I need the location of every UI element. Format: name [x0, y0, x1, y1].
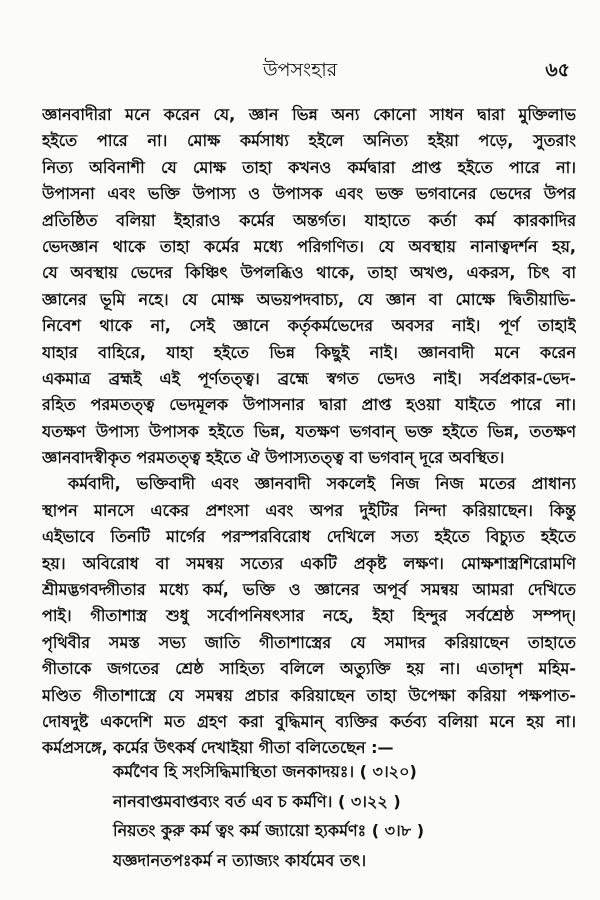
text-line: যাহার বাহিরে, যাহা হইতে ভিন্ন কিছুই নাই। জ্ঞানবাদী মনে করেন	[42, 342, 576, 362]
text-line: স্থাপন মানসে একের প্রশংসা এবং অপর দুইটির নিন্দা করিয়াছেন। কিন্তু	[42, 500, 576, 520]
verse-line: নানবাপ্তমবাপ্তব্যং বর্ত এব চ কর্মণি। ( ৩।২২ )	[113, 791, 401, 811]
text-line: শ্রীমদ্ভগবদ্গীতার মধ্যে কর্ম, ভক্তি ও জ্ঞানের অপূর্ব সমন্বয় আমরা দেখিতে	[42, 580, 576, 600]
text-line: মণ্ডিত গীতাশাস্ত্রে যে সমন্বয় প্রচার করিয়াছেন তাহা উপেক্ষা করিয়া পক্ষপাত-	[42, 685, 576, 705]
text-line: জ্ঞানবাদীরা মনে করেন যে, জ্ঞান ভিন্ন অন্য কোনো সাধন দ্বারা মুক্তিলাভ	[42, 105, 576, 124]
text-line: রহিত পরমতত্ত্ব ভেদমূলক উপাসনার দ্বারা প্রাপ্ত হওয়া যাইতে পারে না।	[42, 395, 576, 415]
text-line: পাই। গীতাশাস্ত্র শুধু সর্বোপনিষৎসার নহে, ইহা হিন্দুর সর্বশ্রেষ্ঠ সম্পদ্।	[42, 606, 576, 626]
text-line: দোষদুষ্ট একদেশি মত গ্রহণ করা বুদ্ধিমান্ ব্যক্তির কর্তব্য বলিয়া মনে হয় না।	[42, 711, 576, 731]
verse-line: যজ্ঞদানতপঃকর্ম ন ত্যাজ্যং কার্যমেব তৎ।	[113, 850, 367, 870]
text-line: নিবেশ থাকে না, সেই জ্ঞানে কর্তৃকর্মভেদের অবসর নাই। পূর্ণ তাহাই	[42, 316, 576, 336]
text-line: জ্ঞানের ভূমি নহে। যে মোক্ষ অভয়পদবাচ্য, যে জ্ঞান বা মোক্ষে দ্বিতীয়াভি-	[42, 289, 576, 309]
text-line: যতক্ষণ উপাস্য উপাসক হইতে ভিন্ন, যতক্ষণ ভগবান্ ভক্ত হইতে ভিন্ন, ততক্ষণ	[42, 421, 576, 441]
text-line: হইতে পারে না। মোক্ষ কর্মসাধ্য হইলে অনিত্য হইয়া পড়ে, সুতরাং	[42, 131, 576, 151]
text-line: কর্মবাদী, ভক্তিবাদী এবং জ্ঞানবাদী সকলেই নিজ নিজ মতের প্রাধান্য	[68, 474, 576, 494]
verse-line: কর্মণৈব হি সংসিদ্ধিমাস্থিতা জনকাদয়ঃ। ( ৩।২০)	[113, 762, 417, 781]
text-line: উপাসনা এবং ভক্তি উপাস্য ও উপাসক এবং ভক্ত ভগবানের ভেদের উপর	[42, 184, 576, 204]
running-title: উপসংহার	[262, 59, 338, 81]
text-line: কর্মপ্রসঙ্গে, কর্মের উৎকর্ষ দেখাইয়া গীতা বলিতেছেন :—	[42, 738, 394, 758]
page-number: ৬৫	[545, 59, 570, 81]
body-text	[42, 102, 576, 762]
text-line: প্রতিষ্ঠিত বলিয়া ইহারাও কর্মের অন্তর্গত। যাহাতে কর্তা কর্ম কারকাদির	[42, 210, 576, 230]
text-line: একমাত্র ব্রহ্মই এই পূর্ণতত্ত্ব। ব্রহ্মে স্বগত ভেদও নাই। সর্বপ্রকার-ভেদ-	[42, 368, 576, 388]
text-line: পৃথিবীর সমস্ত সভ্য জাতি গীতাশাস্ত্রের যে সমাদর করিয়াছেন তাহাতে	[42, 632, 576, 652]
text-line: হয়। অবিরোধ বা সমন্বয় সত্যের একটি প্রকৃষ্ট লক্ষণ। মোক্ষশাস্ত্রশিরোমণি	[42, 553, 576, 573]
page-header	[0, 56, 600, 86]
text-line: জ্ঞানবাদস্বীকৃত পরমতত্ত্ব হইতে ঐ উপাস্যতত্ত্ব বা ভগবান্ দূরে অবস্থিত।	[42, 448, 505, 468]
text-line: গীতাকে জগতের শ্রেষ্ঠ সাহিত্য বলিলে অত্যুক্তি হয় না। এতাদৃশ মহিম-	[42, 659, 576, 679]
text-line: যে অবস্থায় ভেদের কিঞ্চিৎ উপলব্ধিও থাকে, তাহা অখণ্ড, একরস, চিৎ বা	[42, 263, 576, 283]
text-line: নিত্য অবিনাশী যে মোক্ষ তাহা কখনও কর্মদ্বারা প্রাপ্ত হইতে পারে না।	[42, 157, 576, 177]
verse-line: নিয়তং কুরু কর্ম ত্বং কর্ম জ্যায়ো হ্যকর্মণঃ ( ৩।৮ )	[113, 821, 425, 840]
text-line: ভেদজ্ঞান থাকে তাহা কর্মের মধ্যে পরিগণিত। যে অবস্থায় নানাত্বদর্শন হয়,	[42, 236, 576, 256]
verse-block	[113, 757, 424, 875]
text-line: এইভাবে তিনটি মার্গের পরস্পরবিরোধ দেখিলে সত্য হইতে বিচ্যুত হইতে	[42, 527, 576, 547]
